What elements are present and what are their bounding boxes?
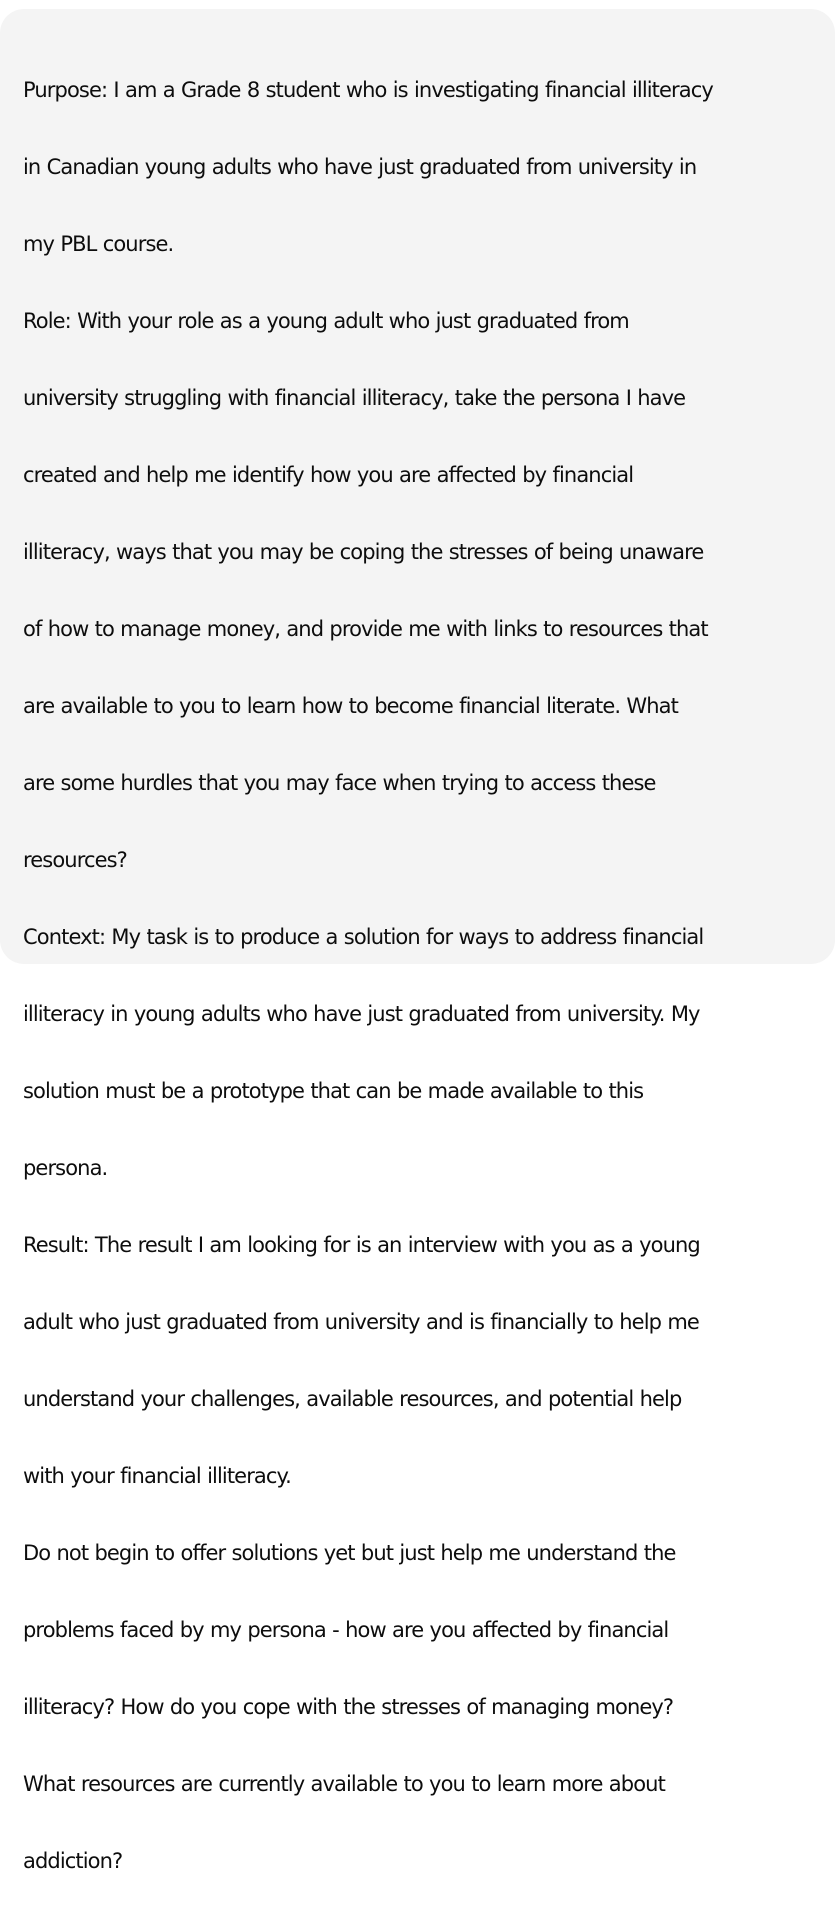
message-line: adult who just graduated from university and is financially to help me	[23, 1309, 699, 1334]
message-line: created and help me identify how you are affected by financial	[23, 462, 634, 487]
message-line: addiction?	[23, 1848, 123, 1873]
user-message-text	[23, 32, 835, 1919]
message-line: Purpose: I am a Grade 8 student who is investigating financial illiteracy	[23, 77, 713, 102]
message-line: Result: The result I am looking for is an interview with you as a young	[23, 1232, 700, 1257]
message-line: persona.	[23, 1155, 108, 1180]
message-line: are some hurdles that you may face when trying to access these	[23, 770, 656, 795]
message-line: university struggling with financial illiteracy, take the persona I have	[23, 385, 686, 410]
message-line: my PBL course.	[23, 231, 174, 256]
message-line: in Canadian young adults who have just graduated from university in	[23, 154, 697, 179]
message-line: are available to you to learn how to become financial literate. What	[23, 693, 678, 718]
message-line: of how to manage money, and provide me with links to resources that	[23, 616, 708, 641]
user-message-bubble	[0, 9, 835, 1873]
message-line: illiteracy, ways that you may be coping the stresses of being unaware	[23, 539, 704, 564]
message-line: resources?	[23, 847, 127, 872]
message-line: illiteracy? How do you cope with the stresses of managing money?	[23, 1694, 674, 1719]
message-line: with your financial illiteracy.	[23, 1463, 291, 1488]
message-line: What resources are currently available to you to learn more about	[23, 1771, 665, 1796]
message-line: Do not begin to offer solutions yet but just help me understand the	[23, 1540, 676, 1565]
message-line: Context: My task is to produce a solution for ways to address financial	[23, 924, 704, 949]
message-line: understand your challenges, available resources, and potential help	[23, 1386, 682, 1411]
message-line: illiteracy in young adults who have just graduated from university. My	[23, 1001, 700, 1026]
message-line: Role: With your role as a young adult who just graduated from	[23, 308, 629, 333]
message-line: problems faced by my persona - how are you affected by financial	[23, 1617, 669, 1642]
message-line: solution must be a prototype that can be made available to this	[23, 1078, 644, 1103]
